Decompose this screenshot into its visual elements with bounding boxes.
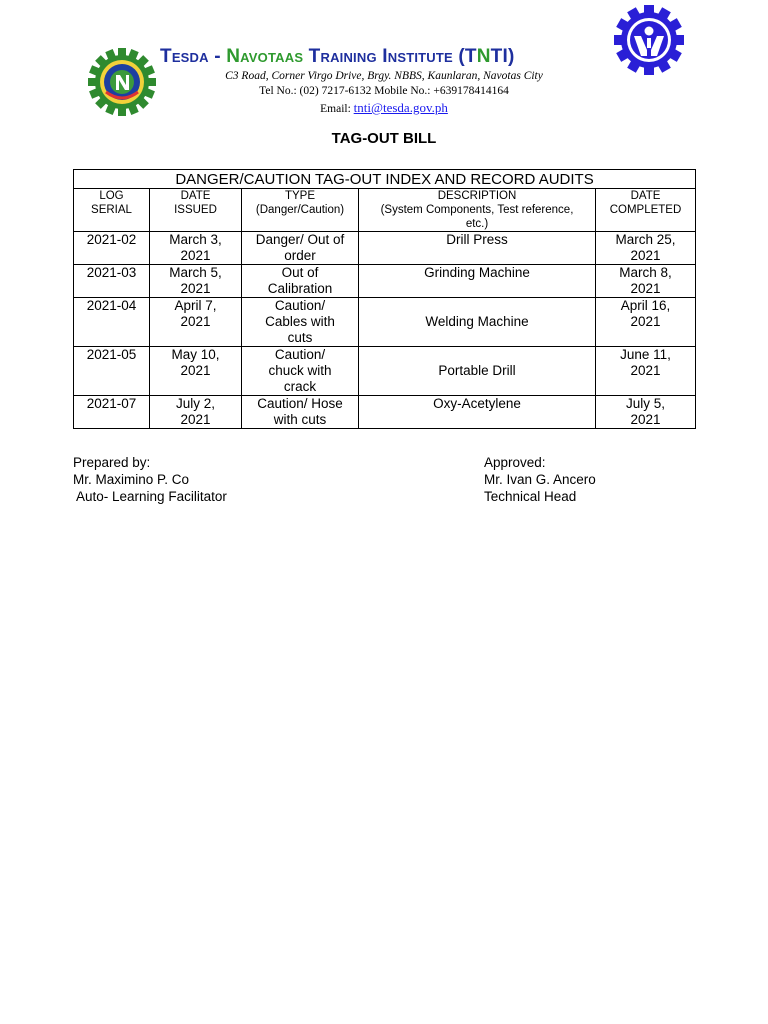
cell-serial: 2021-05	[74, 347, 150, 396]
approved-label: Approved:	[484, 455, 546, 470]
email-label: Email:	[320, 103, 354, 115]
prepared-by-name: Mr. Maximino P. Co	[73, 472, 190, 487]
cell-description: Grinding Machine	[359, 265, 596, 298]
col-header-description: DESCRIPTION (System Components, Test reference, etc.)	[359, 189, 596, 232]
email-link[interactable]: tnti@tesda.gov.ph	[353, 100, 448, 115]
cell-type: Out of Calibration	[242, 265, 359, 298]
table-row	[74, 265, 696, 298]
cell-description: Portable Drill	[359, 347, 596, 396]
cell-issued: July 2, 2021	[150, 396, 242, 429]
tagout-table	[73, 169, 696, 429]
approved-block	[484, 454, 596, 505]
col-header-date-issued: DATE ISSUED	[150, 189, 242, 232]
table-row	[74, 298, 696, 347]
cell-type: Caution/ Hose with cuts	[242, 396, 359, 429]
table-row	[74, 232, 696, 265]
cell-issued: March 3, 2021	[150, 232, 242, 265]
cell-completed: March 25, 2021	[596, 232, 696, 265]
cell-description: Welding Machine	[359, 298, 596, 347]
institution-phone: Tel No.: (02) 7217-6132 Mobile No.: +639178414164	[259, 85, 509, 97]
col-header-date-completed: DATE COMPLETED	[596, 189, 696, 232]
cell-completed: April 16, 2021	[596, 298, 696, 347]
cell-completed: June 11, 2021	[596, 347, 696, 396]
cell-issued: March 5, 2021	[150, 265, 242, 298]
cell-completed: March 8, 2021	[596, 265, 696, 298]
cell-type: Caution/ chuck with crack	[242, 347, 359, 396]
col-header-type: TYPE (Danger/Caution)	[242, 189, 359, 232]
cell-serial: 2021-04	[74, 298, 150, 347]
cell-description: Drill Press	[359, 232, 596, 265]
prepared-by-label: Prepared by:	[73, 455, 151, 470]
prepared-by-block	[73, 454, 227, 505]
tesda-gear-icon	[614, 5, 684, 75]
cell-issued: April 7, 2021	[150, 298, 242, 347]
table-row	[74, 347, 696, 396]
table-caption: DANGER/CAUTION TAG-OUT INDEX AND RECORD AUDITS	[74, 170, 696, 189]
approved-title: Technical Head	[484, 489, 577, 504]
institution-address: C3 Road, Corner Virgo Drive, Brgy. NBBS, Kaunlaran, Navotas City	[225, 70, 543, 82]
document-title: TAG-OUT BILL	[331, 130, 437, 147]
prepared-by-title: Auto- Learning Facilitator	[73, 489, 227, 504]
table-header-row	[74, 189, 696, 232]
cell-type: Danger/ Out of order	[242, 232, 359, 265]
cell-serial: 2021-02	[74, 232, 150, 265]
cell-completed: July 5, 2021	[596, 396, 696, 429]
cell-type: Caution/ Cables with cuts	[242, 298, 359, 347]
cell-serial: 2021-03	[74, 265, 150, 298]
institution-name: Tesda - Navotaas Training Institute (TNTI)	[160, 46, 515, 67]
institution-email-line	[0, 100, 768, 116]
cell-serial: 2021-07	[74, 396, 150, 429]
table-row	[74, 396, 696, 429]
approved-name: Mr. Ivan G. Ancero	[484, 472, 596, 487]
col-header-log-serial: LOG SERIAL	[74, 189, 150, 232]
cell-issued: May 10, 2021	[150, 347, 242, 396]
cell-description: Oxy-Acetylene	[359, 396, 596, 429]
